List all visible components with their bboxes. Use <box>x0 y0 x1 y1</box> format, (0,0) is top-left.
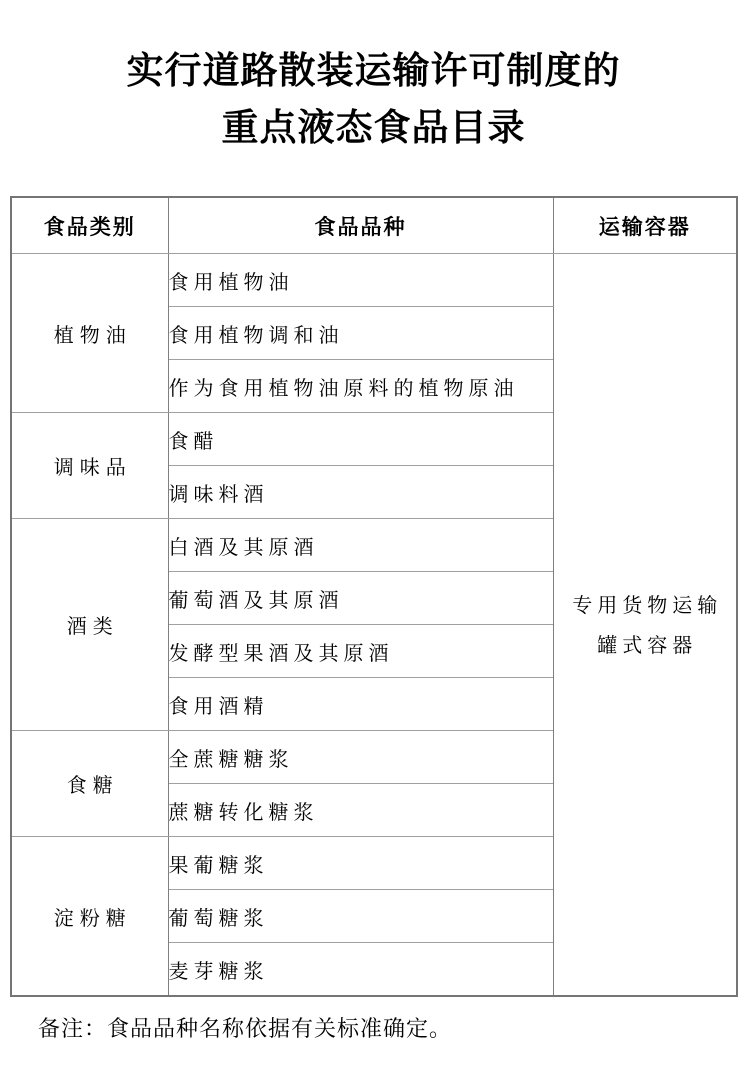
item-cell: 食用植物调和油 <box>168 307 553 360</box>
category-cell-3: 食糖 <box>11 731 168 837</box>
item-cell: 白酒及其原酒 <box>168 519 553 572</box>
item-cell: 葡萄糖浆 <box>168 890 553 943</box>
category-cell-4: 淀粉糖 <box>11 837 168 997</box>
item-cell: 果葡糖浆 <box>168 837 553 890</box>
container-line1: 专用货物运输 <box>572 592 723 617</box>
item-cell: 蔗糖转化糖浆 <box>168 784 553 837</box>
category-cell-1: 调味品 <box>11 413 168 519</box>
footnote: 备注：食品品种名称依据有关标准确定。 <box>38 1017 453 1042</box>
table-header-row <box>11 197 737 254</box>
item-cell: 食醋 <box>168 413 553 466</box>
category-cell-0: 植物油 <box>11 254 168 413</box>
table-body <box>11 254 737 997</box>
item-cell: 发酵型果酒及其原酒 <box>168 625 553 678</box>
category-cell-2: 酒类 <box>11 519 168 731</box>
document-title <box>0 42 747 156</box>
document-title-line1: 实行道路散装运输许可制度的 <box>126 48 621 92</box>
container-line2: 罐式容器 <box>597 632 698 657</box>
item-cell: 全蔗糖糖浆 <box>168 731 553 784</box>
item-cell: 食用酒精 <box>168 678 553 731</box>
item-cell: 葡萄酒及其原酒 <box>168 572 553 625</box>
item-cell: 作为食用植物油原料的植物原油 <box>168 360 553 413</box>
item-cell: 麦芽糖浆 <box>168 943 553 997</box>
item-cell: 食用植物油 <box>168 254 553 307</box>
transport-container-cell <box>553 254 737 997</box>
item-cell: 调味料酒 <box>168 466 553 519</box>
header-transport-container: 运输容器 <box>553 197 737 254</box>
document-title-line2: 重点液态食品目录 <box>221 105 526 149</box>
table-row <box>11 254 737 307</box>
liquid-food-catalog-table <box>10 196 738 997</box>
header-food-category: 食品类别 <box>11 197 168 254</box>
header-food-variety: 食品品种 <box>168 197 553 254</box>
